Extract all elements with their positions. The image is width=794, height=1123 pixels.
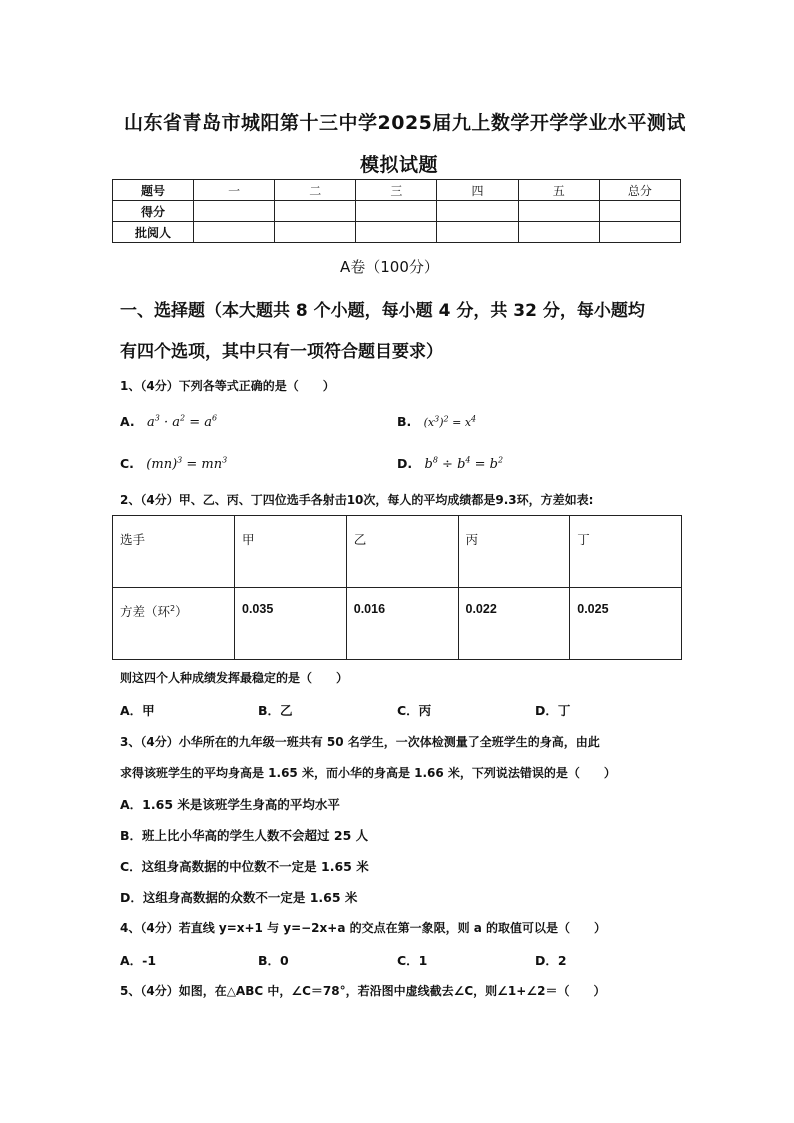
- score-cell[interactable]: [194, 201, 275, 222]
- score-cell[interactable]: [194, 222, 275, 243]
- q3-option-d[interactable]: D．这组身高数据的众数不一定是 1.65 米: [120, 890, 358, 905]
- variance-header-cell: 选手: [113, 516, 235, 588]
- score-table-row: [113, 222, 681, 243]
- q4-stem: 4、（4分）若直线 y=x+1 与 y=−2x+a 的交点在第一象限，则 a 的取值可以是（ ）: [120, 921, 607, 935]
- score-header-cell: 题号: [113, 180, 194, 201]
- q1-option-a-formula: $a^3 \cdot a^2 = a^6$: [147, 413, 218, 430]
- q1-option-a-label: A.: [120, 414, 135, 429]
- q2-stem: 2、（4分）甲、乙、丙、丁四位选手各射击10次，每人的平均成绩都是9.3环，方差如表:: [120, 493, 594, 507]
- score-header-cell: 二: [275, 180, 356, 201]
- q2-option-c[interactable]: C．丙: [397, 703, 432, 718]
- volume-heading: A卷（100分）: [340, 258, 439, 276]
- variance-label-sup: 2: [170, 603, 176, 613]
- score-header-cell: 总分: [599, 180, 680, 201]
- score-header-cell: 四: [437, 180, 518, 201]
- score-cell[interactable]: [437, 222, 518, 243]
- q1-option-c[interactable]: [120, 456, 227, 472]
- score-cell[interactable]: [275, 201, 356, 222]
- q1-option-a[interactable]: [120, 414, 217, 430]
- score-cell[interactable]: [356, 222, 437, 243]
- q3-option-b[interactable]: B．班上比小华高的学生人数不会超过 25 人: [120, 828, 369, 843]
- score-row-label: 得分: [113, 201, 194, 222]
- score-header-cell: 五: [518, 180, 599, 201]
- q2-option-b[interactable]: B．乙: [258, 703, 293, 718]
- q1-option-d-label: D.: [397, 456, 413, 471]
- score-cell[interactable]: [518, 222, 599, 243]
- q1-option-b-label: B.: [397, 414, 412, 429]
- exam-title-line2: 模拟试题: [360, 154, 439, 176]
- score-header-cell: 一: [194, 180, 275, 201]
- variance-table: [112, 515, 682, 660]
- q5-stem: 5、（4分）如图，在△ABC 中，∠C＝78°，若沿图中虚线截去∠C，则∠1+∠2＝（ ）: [120, 984, 606, 998]
- score-cell[interactable]: [599, 201, 680, 222]
- variance-cell: 0.025: [570, 588, 682, 660]
- q3-stem-line2: 求得该班学生的平均身高是 1.65 米，而小华的身高是 1.66 米，下列说法错误的是（ ）: [120, 766, 616, 780]
- variance-cell: 0.035: [235, 588, 347, 660]
- q3-option-c[interactable]: C．这组身高数据的中位数不一定是 1.65 米: [120, 859, 369, 874]
- section1-heading-line1: 一、选择题（本大题共 8 个小题，每小题 4 分，共 32 分，每小题均: [120, 301, 645, 321]
- variance-row-label: [113, 588, 235, 660]
- q4-option-d[interactable]: D．2: [535, 953, 567, 968]
- q1-stem: 1、（4分）下列各等式正确的是（ ）: [120, 379, 335, 393]
- q2-option-d[interactable]: D．丁: [535, 703, 571, 718]
- q1-option-c-formula: $(mn)^3 = mn^3$: [146, 455, 228, 472]
- exam-title-line1: 山东省青岛市城阳第十三中学2025届九上数学开学学业水平测试: [124, 112, 686, 134]
- q4-option-c[interactable]: C．1: [397, 953, 428, 968]
- q1-option-b[interactable]: [397, 414, 476, 429]
- q1-option-d[interactable]: [397, 456, 503, 472]
- q4-option-a[interactable]: A．-1: [120, 953, 157, 968]
- q2-option-a[interactable]: A．甲: [120, 703, 155, 718]
- score-row-label: 批阅人: [113, 222, 194, 243]
- q1-option-d-formula: $b^8 \div b^4 = b^2$: [424, 455, 504, 472]
- score-header-cell: 三: [356, 180, 437, 201]
- score-table-header-row: [113, 180, 681, 201]
- variance-table-row: [113, 588, 682, 660]
- variance-header-cell: 乙: [346, 516, 458, 588]
- variance-header-cell: 丁: [570, 516, 682, 588]
- variance-header-cell: 丙: [458, 516, 570, 588]
- score-cell[interactable]: [356, 201, 437, 222]
- q1-option-b-formula: $(x^3)^2 = x^4$: [423, 414, 477, 429]
- q1-option-c-label: C.: [120, 456, 134, 471]
- score-cell[interactable]: [518, 201, 599, 222]
- variance-label-close: ）: [175, 604, 188, 619]
- section1-heading-line2: 有四个选项，其中只有一项符合题目要求）: [120, 342, 443, 362]
- score-table: [112, 179, 681, 243]
- variance-header-cell: 甲: [235, 516, 347, 588]
- score-table-row: [113, 201, 681, 222]
- q2-question: 则这四个人种成绩发挥最稳定的是（ ）: [120, 671, 349, 685]
- variance-cell: 0.022: [458, 588, 570, 660]
- variance-table-header-row: [113, 516, 682, 588]
- score-cell[interactable]: [437, 201, 518, 222]
- variance-cell: 0.016: [346, 588, 458, 660]
- q4-option-b[interactable]: B．0: [258, 953, 289, 968]
- variance-label-text: 方差（环: [120, 604, 171, 619]
- score-cell[interactable]: [599, 222, 680, 243]
- q3-stem-line1: 3、（4分）小华所在的九年级一班共有 50 名学生，一次体检测量了全班学生的身高，由此: [120, 735, 600, 749]
- score-cell[interactable]: [275, 222, 356, 243]
- q3-option-a[interactable]: A．1.65 米是该班学生身高的平均水平: [120, 797, 340, 812]
